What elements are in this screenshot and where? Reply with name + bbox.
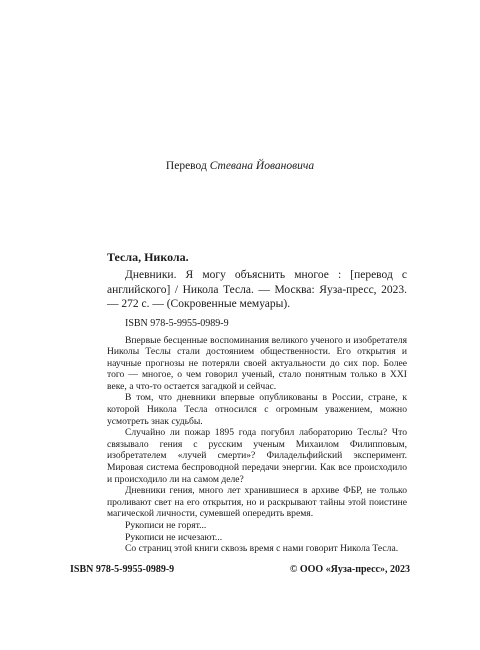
annotation-paragraph: В том, что дневники впервые опубликованы в России, стране, к которой Никола Тесла относился с огромным уважением, можно усмотреть знак судьбы. xyxy=(107,392,407,427)
imprint-footer xyxy=(70,564,410,575)
card-isbn: ISBN 978-5-9955-0989-9 xyxy=(125,317,229,329)
annotation-paragraph: Рукописи не исчезают... xyxy=(125,531,223,543)
translator-prefix: Перевод xyxy=(165,160,207,172)
footer-copyright: © ООО «Яуза-пресс», 2023 xyxy=(289,564,410,575)
annotation-paragraph: Впервые бесценные воспоминания великого ученого и изобретателя Николы Теслы стали достоянием общественности. Его открытия и научные прогнозы не потеряли своей актуальности до сих пор. Более того — многое, о чем говорил ученый, стало понятным только в XXI веке, а что-то остается загадкой и сейчас. xyxy=(107,334,407,392)
bibliographic-description: Дневники. Я могу объяснить многое : [перевод с английского] / Никола Тесла. — Москва: Яуза-пресс, 2023. — 272 с. — (Сокровенные мемуары). xyxy=(107,269,407,310)
annotation-paragraph: Со страниц этой книги сквозь время с нами говорит Никола Тесла. xyxy=(125,543,399,555)
annotation-paragraph: Дневники гения, много лет хранившиеся в архиве ФБР, не только проливают свет на его открытия, но и раскрывают тайны этой поистине магической личности, сумевшей опередить время. xyxy=(107,485,407,520)
catalog-card xyxy=(107,250,407,555)
footer-isbn: ISBN 978-5-9955-0989-9 xyxy=(70,564,175,575)
translator-name: Стевана Йовановича xyxy=(209,160,315,172)
annotation-paragraph: Рукописи не горят... xyxy=(125,520,207,531)
annotation-paragraph: Случайно ли пожар 1895 года погубил лабораторию Теслы? Что связывало гения с русским ученым Михаилом Филипповым, изобретателем «лучей смерти»? Филадельфийский эксперимент. Мировая система беспроводной передачи энергии. Как все происходило и происходило ли на самом деле? xyxy=(107,427,407,485)
author-heading: Тесла, Никола. xyxy=(107,250,189,264)
translator-credit xyxy=(0,160,480,172)
